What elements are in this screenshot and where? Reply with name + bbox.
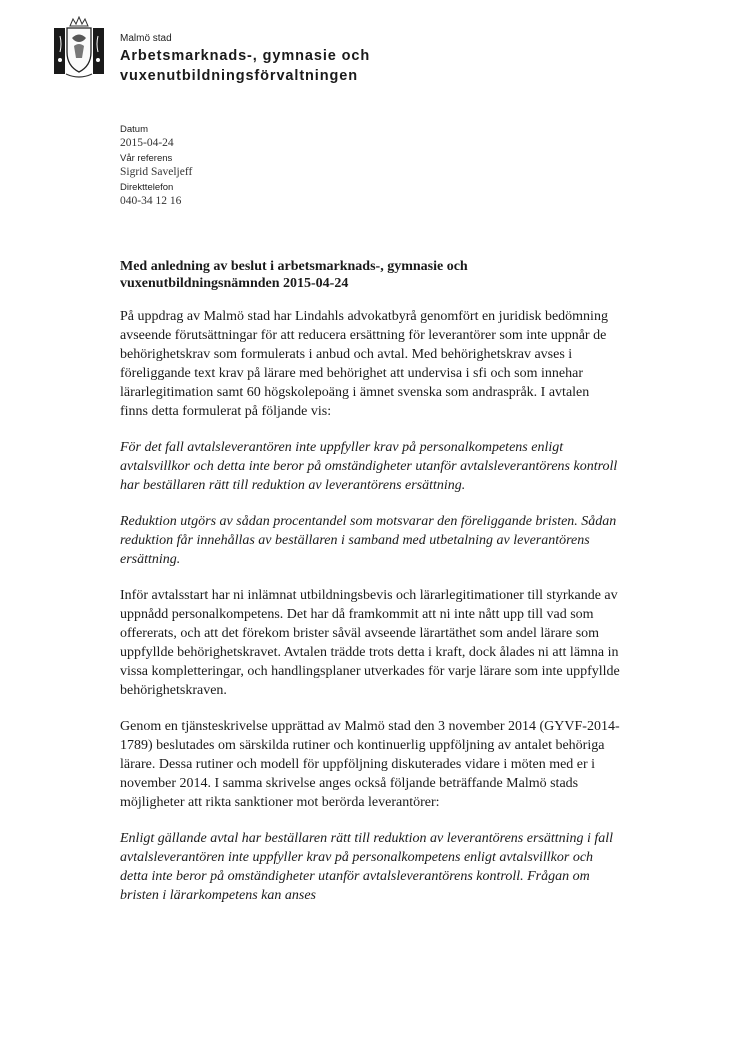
quote-memo-excerpt: Enligt gällande avtal har beställaren rätt till reduktion av leverantörens ersättning i fall avtalsleverantören inte uppfyller krav på personalkompetens enligt avtalsvillkor och detta inte beror på omständigheter utanför avtalsleverantörens kontroll. Frågan om bristen i lärarkompetens kan anses: [120, 831, 614, 903]
date-label: Datum: [120, 124, 148, 135]
letter-body: [120, 258, 620, 922]
city-name: Malmö stad: [120, 33, 172, 44]
malmo-coat-of-arms-icon: [52, 16, 106, 80]
department-name-line2: vuxenutbildningsförvaltningen: [120, 68, 358, 84]
date-value: 2015-04-24: [120, 137, 174, 149]
phone-value: 040-34 12 16: [120, 195, 182, 207]
organization-header: [120, 33, 370, 85]
paragraph-intro: På uppdrag av Malmö stad har Lindahls advokatbyrå genomfört en juridisk bedömning avseende förutsättningar för att reducera ersättning för leverantörer som inte uppnår de behörighetskrav som formulerats i anbud och avtal. Med behörighetskrav avses i föreliggande text krav på lärare med behörighet att undervisa i sfi och som innehar lärarlegitimation samt 60 högskolepoäng i ämnet svenska som andraspråk. I avtalen finns detta formulerat på följande vis:: [120, 309, 608, 419]
department-name-line1: Arbetsmarknads-, gymnasie och: [120, 48, 371, 64]
paragraph-official-memo: Genom en tjänsteskrivelse upprättad av Malmö stad den 3 november 2014 (GYVF-2014-1789) beslutades om särskilda rutiner och kontinuerlig uppföljning av antalet behöriga lärare. Dessa rutiner och modell för uppföljning diskuterades vidare i möten med er i november 2014. I samma skrivelse anges också följande beträffande Malmö stads möjligheter att rikta sanktioner mot berörda leverantörer:: [120, 719, 620, 810]
letter-heading: [120, 258, 620, 292]
heading-line2: vuxenutbildningsnämnden 2015-04-24: [120, 276, 349, 291]
quote-reduction-clause: Reduktion utgörs av sådan procentandel som motsvarar den föreliggande bristen. Sådan reduktion får innehållas av beställaren i samband med utbetalning av leverantörens ersättning.: [120, 514, 617, 567]
reference-value: Sigrid Saveljeff: [120, 166, 193, 178]
phone-label: Direkttelefon: [120, 182, 174, 193]
paragraph-contract-start: Inför avtalsstart har ni inlämnat utbildningsbevis och lärarlegitimationer till styrkande av uppnådd personalkompetens. Det har då framkommit att ni inte nått upp till vad som offererats, och att det förekom brister såväl avseende lärartäthet som andel lärare som uppfyllde behörighetskravet. Avtalen trädde trots detta i kraft, dock ålades ni att lämna in vissa kompletteringar, och handlingsplaner utverkades för varje lärare som inte uppfyllde behörighetskraven.: [120, 588, 620, 698]
reference-label: Vår referens: [120, 153, 173, 164]
letter-metadata: [120, 124, 192, 211]
heading-line1: Med anledning av beslut i arbetsmarknads-, gymnasie och: [120, 259, 468, 274]
quote-contract-clause: För det fall avtalsleverantören inte uppfyller krav på personalkompetens enligt avtalsvillkor och detta inte beror på omständigheter utanför avtalsleverantörens kontroll har beställaren rätt till reduktion av leverantörens ersättning.: [120, 440, 618, 493]
